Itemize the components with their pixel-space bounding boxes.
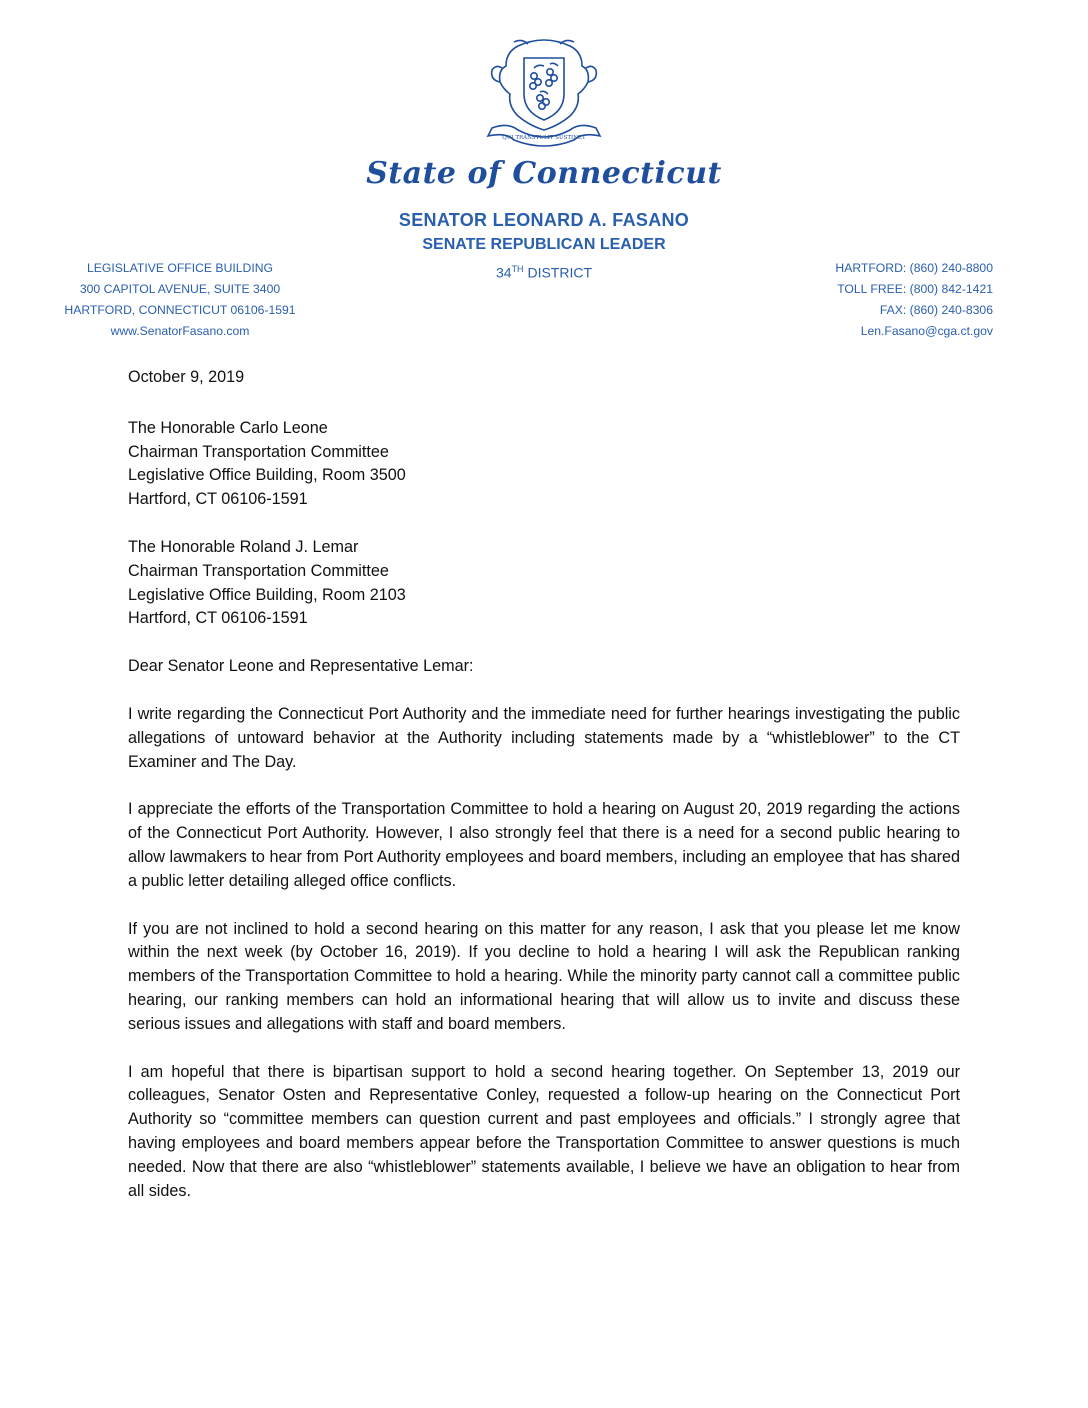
address-line: 300 CAPITOL AVENUE, SUITE 3400 <box>79 282 281 296</box>
letter-body <box>128 366 960 1227</box>
recipient-address <box>128 536 960 631</box>
state-seal-icon <box>478 36 610 148</box>
recipient-line: Chairman Transportation Committee <box>128 442 389 461</box>
state-title: State of Connecticut <box>366 156 722 191</box>
website-link[interactable]: www.SenatorFasano.com <box>110 324 250 338</box>
district-suffix: TH <box>511 264 524 274</box>
salutation: Dear Senator Leone and Representative Lemar: <box>128 657 474 676</box>
recipient-line: The Honorable Carlo Leone <box>128 418 328 437</box>
address-line: HARTFORD, CONNECTICUT 06106-1591 <box>64 303 296 317</box>
office-address <box>60 258 300 342</box>
recipient-line: Hartford, CT 06106-1591 <box>128 490 308 509</box>
body-paragraph: If you are not inclined to hold a second hearing on this matter for any reason, I ask that you please let me know within the next week (by October 16, 2019). If you decline to hold a hearing I will ask the Republican ranking members of the Transportation Committee to hold a hearing. While the minority party cannot call a committee public hearing, our ranking members can hold an informational hearing that will allow us to invite and discuss these serious issues and allegations with staff and board members. <box>128 919 960 1033</box>
district-number: 34 <box>495 264 512 281</box>
fax-number: FAX: (860) 240-8306 <box>879 303 993 317</box>
body-paragraph: I appreciate the efforts of the Transportation Committee to hold a hearing on August 20, 2019 regarding the actions of the Connecticut Port Authority. However, I also strongly feel that there is a need for a second public hearing to allow lawmakers to hear from Port Authority employees and board members, including an employee that has shared a public letter detailing alleged office conflicts. <box>128 800 960 890</box>
recipient-line: Legislative Office Building, Room 3500 <box>128 466 406 485</box>
hartford-phone: HARTFORD: (860) 240-8800 <box>835 261 993 275</box>
recipient-line: Hartford, CT 06106-1591 <box>128 609 308 628</box>
toll-free-phone: TOLL FREE: (800) 842-1421 <box>837 282 993 296</box>
leader-title: SENATE REPUBLICAN LEADER <box>422 236 666 253</box>
recipient-address <box>128 417 960 512</box>
address-line: LEGISLATIVE OFFICE BUILDING <box>86 261 273 275</box>
body-paragraph: I write regarding the Connecticut Port Authority and the immediate need for further hearings investigating the public allegations of untoward behavior at the Authority including statements made by a “whistleblower” to the CT Examiner and The Day. <box>128 704 960 771</box>
email-link[interactable]: Len.Fasano@cga.ct.gov <box>860 324 993 338</box>
contact-info <box>773 258 993 342</box>
district-word: DISTRICT <box>527 264 593 281</box>
recipient-line: Legislative Office Building, Room 2103 <box>128 585 406 604</box>
letter-date: October 9, 2019 <box>128 368 245 386</box>
body-paragraph: I am hopeful that there is bipartisan support to hold a second hearing together. On September 13, 2019 our colleagues, Senator Osten and Representative Conley, requested a follow-up hearing on the Connecticut Port Authority so “committee members can question current and past employees and officials.” I strongly agree that having employees and board members appear before the Transportation Committee to answer questions is much needed. Now that there are also “whistleblower” statements available, I believe we have an obligation to hear from all sides. <box>128 1062 960 1200</box>
recipient-line: Chairman Transportation Committee <box>128 561 389 580</box>
seal-motto: QUI TRANSTULIT SUSTINET <box>502 135 586 141</box>
senator-name: SENATOR LEONARD A. FASANO <box>398 210 690 230</box>
recipient-line: The Honorable Roland J. Lemar <box>128 537 359 556</box>
